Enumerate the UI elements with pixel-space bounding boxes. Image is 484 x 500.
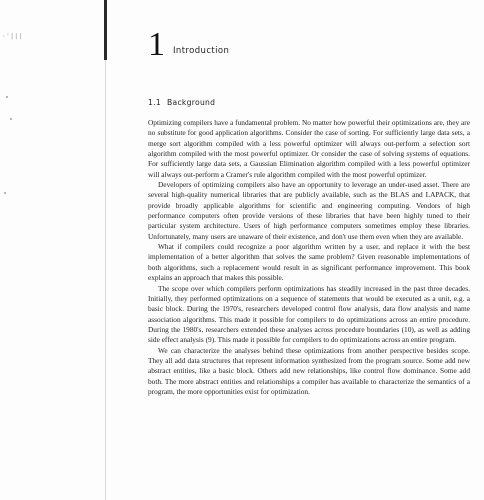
body-text bbox=[148, 118, 470, 397]
paragraph: Optimizing compilers have a fundamental problem. No matter how powerful their optimizations are, they are no substitute for good application algorithms. Consider the case of sorting. For sufficiently large data sets, a merge sort algorithm compiled with a less powerful optimizer will always out-perform a selection sort algorithm compiled with the most powerful optimizer. Or consider the case of solving systems of equations. For sufficiently large data sets, a Gaussian Elimination algorithm compiled with a less powerful optimizer will always out-perform a Cramer's rule algorithm compiled with the most powerful optimizer. bbox=[148, 118, 470, 179]
scan-marker: ·ˈ||| bbox=[2, 33, 23, 40]
section-number: 1.1 bbox=[148, 98, 161, 107]
binding-edge bbox=[105, 60, 106, 500]
paragraph: What if compilers could recognize a poor algorithm written by a user, and replace it with the best implementation of a better algorithm that solves the same problem? Given reasonable implementations of both algorithms, such a replacement would result in as significant performance improvement. This book explains an approach that makes this possible. bbox=[148, 242, 470, 283]
chapter-heading bbox=[148, 26, 230, 63]
paragraph: The scope over which compilers perform optimizations has steadily increased in the past three decades. Initially, they performed optimizations on a sequence of statements that would be executed as a unit, e.g. a basic block. During the 1970's, researchers developed control flow analysis, data flow analysis and name association algorithms. This made it possible for compilers to do optimizations across an entire procedure. During the 1980's, researchers extended these analyses across procedure boundaries (10), as well as adding side effect analysis (9). This made it possible for compilers to do optimizations across an entire program. bbox=[148, 283, 470, 345]
scan-speck bbox=[6, 96, 8, 98]
chapter-title: Introduction bbox=[173, 46, 230, 56]
binding-shadow bbox=[104, 0, 107, 60]
chapter-number: 1 bbox=[148, 26, 165, 63]
paragraph: Developers of optimizing compilers also have an opportunity to leverage an under-used asset. There are several high-quality numerical libraries that are publicly available, such as the BLAS and LAPACK, that provide broadly applicable algorithms for scientific and engineering computing. Vendors of high performance computers often provide versions of these libraries that have been highly tuned to their particular system architecture. Users of high performance computers sometimes employ these libraries. Unfortunately, many users are unaware of their existence, and don't use them even when they are available. bbox=[148, 180, 470, 241]
scan-speck bbox=[4, 192, 6, 194]
paragraph: We can characterize the analyses behind these optimizations from another perspective besides scope. They all add data structures that represent information synthesized from the program source. Some add new abstract entities, like a basic block. Others add new relationships, like control flow dominance. Some add both. The more abstract entities and relationships a compiler has available to characterize the semantics of a program, the more opportunities exist for optimization. bbox=[148, 345, 470, 396]
section-title: Background bbox=[166, 98, 216, 107]
scan-speck bbox=[10, 118, 12, 120]
section-heading bbox=[148, 98, 215, 107]
